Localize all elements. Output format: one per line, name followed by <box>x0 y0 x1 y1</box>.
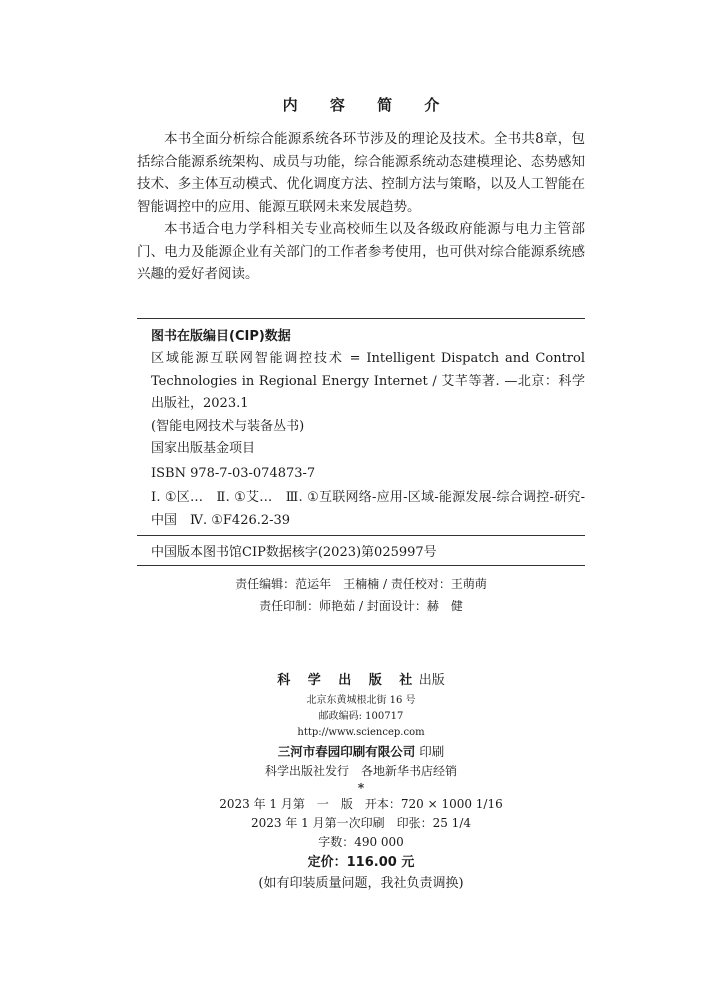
divider-bottom <box>137 565 585 566</box>
distribution-line: 科学出版社发行 各地新华书店经销 <box>264 764 457 778</box>
printer-suffix: 印刷 <box>415 744 445 759</box>
editors-line-2: 责任印制：师艳茹 / 封面设计：赫 健 <box>259 599 463 613</box>
cip-block <box>151 348 585 532</box>
editors-line-1: 责任编辑：范运年 王楠楠 / 责任校对：王萌萌 <box>235 577 487 591</box>
quality-note: (如有印装质量问题，我社负责调换) <box>258 876 464 891</box>
cip-heading: 图书在版编目(CIP)数据 <box>151 329 291 344</box>
publisher-postcode: 邮政编码: 100717 <box>318 711 404 722</box>
word-count: 字数：490 000 <box>318 835 404 849</box>
cip-entry: 区域能源互联网智能调控技术 = Intelligent Dispatch and Control Technologies in Regional Energy Internet / 艾芊等著. —北京：科学出版社，2023.1 <box>151 351 585 411</box>
cip-data-number: 中国版本图书馆CIP数据核字(2023)第025997号 <box>151 545 437 560</box>
cip-isbn: ISBN 978-7-03-074873-7 <box>151 465 316 481</box>
publisher-address: 北京东黄城根北街 16 号 <box>306 695 416 706</box>
publisher-name: 科 学 出 版 社 <box>277 673 419 688</box>
intro-paragraph-2: 本书适合电力学科相关专业高校师生以及各级政府能源与电力主管部门、电力及能源企业有关部门的工作者参考使用，也可供对综合能源系统感兴趣的爱好者阅读。 <box>137 221 585 282</box>
publisher-suffix: 出版 <box>418 673 445 688</box>
intro-title: 内 容 简 介 <box>282 96 453 114</box>
printing-line: 2023 年 1 月第一次印刷 印张：25 1/4 <box>250 816 471 830</box>
price: 定价：116.00 元 <box>307 855 415 870</box>
publisher-url: http://www.sciencep.com <box>297 727 425 738</box>
cip-classification: Ⅰ. ①区… Ⅱ. ①艾… Ⅲ. ①互联网络-应用-区域-能源发展-综合调控-研究-中国 Ⅳ. ①F426.2-39 <box>151 490 585 528</box>
cip-fund: 国家出版基金项目 <box>151 441 256 456</box>
edition-line: 2023 年 1 月第 一 版 开本：720 × 1000 1/16 <box>219 797 503 811</box>
cip-series: (智能电网技术与装备丛书) <box>151 418 305 434</box>
separator-star: * <box>357 781 365 795</box>
publisher-block <box>137 667 585 894</box>
divider-top <box>137 318 585 319</box>
editors-block <box>137 573 585 617</box>
intro-paragraph-1: 本书全面分析综合能源系统各环节涉及的理论及技术。全书共8章，包括综合能源系统架构、成员与功能，综合能源系统动态建模理论、态势感知技术、多主体互动模式、优化调度方法、控制方法与策略，以及人工智能在智能调控中的应用、能源互联网未来发展趋势。 <box>137 131 585 215</box>
intro-body <box>137 128 585 286</box>
printer-name: 三河市春园印刷有限公司 <box>277 744 416 759</box>
divider-cip <box>137 535 585 536</box>
